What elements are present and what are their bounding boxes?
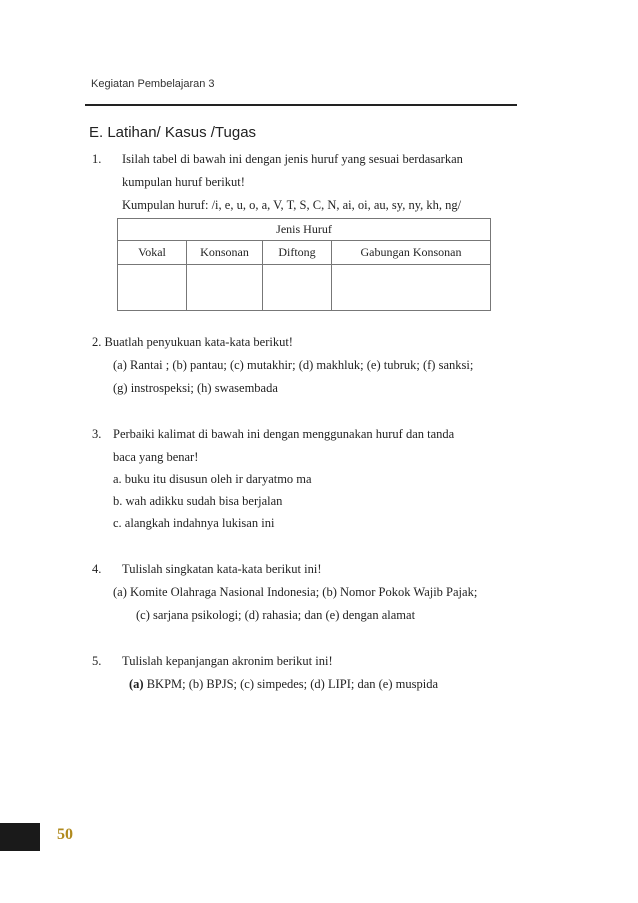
q3-line-2: baca yang benar! [113,450,199,464]
header-divider [85,104,517,106]
q5-line-2-text: BKPM; (b) BPJS; (c) simpedes; (d) LIPI; dan (e) muspida [143,677,438,691]
q2-line-3: (g) instrospeksi; (h) swasembada [113,381,278,395]
column-konsonan: Konsonan [187,241,263,265]
q4-line-3: (c) sarjana psikologi; (d) rahasia; dan (e) dengan alamat [136,608,416,622]
q4-line-1: Tulislah singkatan kata-kata berikut ini! [122,562,322,576]
q1-line-1: Isilah tabel di bawah ini dengan jenis huruf yang sesuai berdasarkan [122,152,463,166]
page-header: Kegiatan Pembelajaran 3 [91,78,215,90]
q2-line-1: 2. Buatlah penyukuan kata-kata berikut! [92,335,293,349]
q5-label-a: (a) [129,677,144,691]
answer-cell-vokal [118,265,187,311]
letter-type-table [117,218,491,311]
q3-item-b: b. wah adikku sudah bisa berjalan [113,494,283,508]
footer-tab [0,823,40,851]
q5-line-2 [129,677,438,692]
q1-line-2: kumpulan huruf berikut! [122,175,245,189]
column-diftong: Diftong [263,241,332,265]
q3-line-1: Perbaiki kalimat di bawah ini dengan menggunakan huruf dan tanda [113,427,455,441]
column-gabungan-konsonan: Gabungan Konsonan [332,241,491,265]
q1-line-3: Kumpulan huruf: /i, e, u, o, a, V, T, S, C, N, ai, oi, au, sy, ny, kh, ng/ [122,198,462,212]
answer-cell-diftong [263,265,332,311]
q3-number: 3. [92,427,102,441]
q4-line-2: (a) Komite Olahraga Nasional Indonesia; (b) Nomor Pokok Wajib Pajak; [113,585,478,599]
q5-number: 5. [92,654,102,668]
column-vokal: Vokal [118,241,187,265]
table-header-jenis-huruf: Jenis Huruf [118,219,491,241]
answer-cell-gabungan-konsonan [332,265,491,311]
q3-item-a: a. buku itu disusun oleh ir daryatmo ma [113,472,312,486]
q5-line-1: Tulislah kepanjangan akronim berikut ini! [122,654,333,668]
q4-number: 4. [92,562,102,576]
q1-number: 1. [92,152,102,166]
q3-item-c: c. alangkah indahnya lukisan ini [113,516,275,530]
q2-line-2: (a) Rantai ; (b) pantau; (c) mutakhir; (d) makhluk; (e) tubruk; (f) sanksi; [113,358,474,372]
section-title: E. Latihan/ Kasus /Tugas [89,124,257,141]
answer-cell-konsonan [187,265,263,311]
page-number: 50 [57,826,73,843]
